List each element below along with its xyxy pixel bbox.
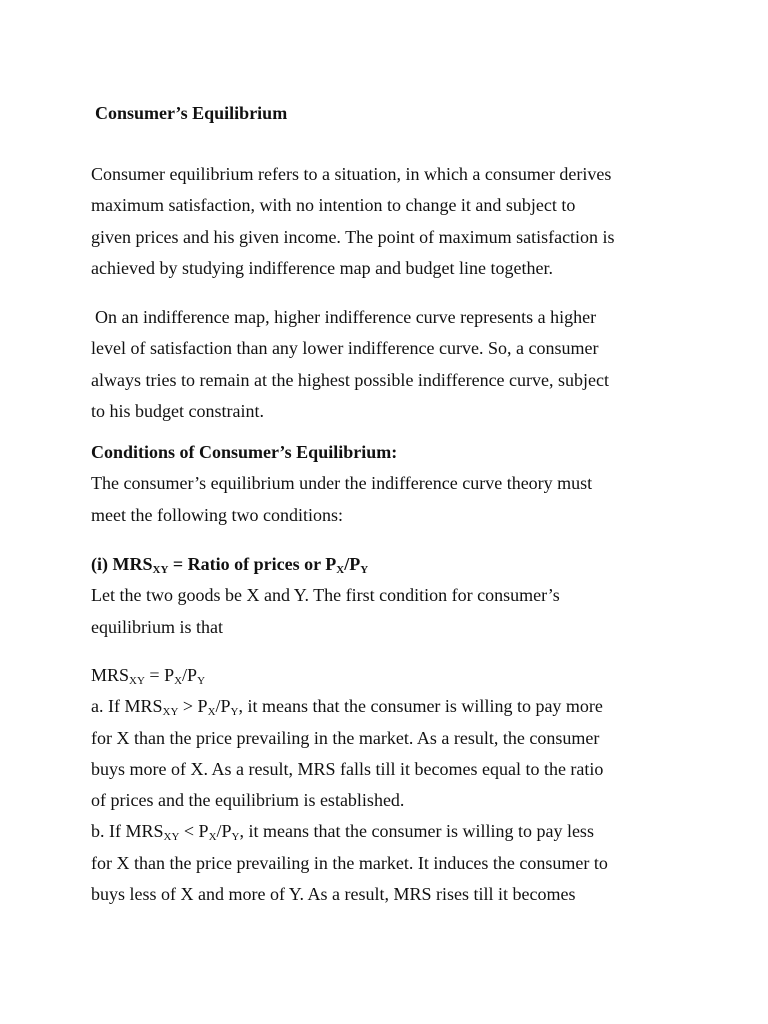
case-a-line: of prices and the equilibrium is established.: [91, 790, 405, 811]
case-b-line: buys less of X and more of Y. As a result, MRS rises till it becomes: [91, 884, 576, 905]
paragraph-line: On an indifference map, higher indifference curve represents a higher: [95, 307, 597, 327]
equilibrium-formula: $MRS_{XY} = P_X/P_Y$: [91, 665, 206, 687]
paragraph-line: always tries to remain at the highest possible indifference curve, subject: [91, 369, 610, 390]
condition-one-text-line: Let the two goods be X and Y. The first condition for consumer’s: [91, 585, 560, 606]
conditions-section: [91, 437, 691, 531]
paragraph-line: given prices and his given income. The point of maximum satisfaction is: [91, 226, 615, 247]
case-b-line: for X than the price prevailing in the market. It induces the consumer to: [91, 852, 608, 873]
paragraph-line: to his budget constraint.: [91, 400, 264, 421]
case-b-first-line: b. If $MRS_{XY} < P_X/P_Y$, it means that the consumer is willing to pay less: [91, 821, 594, 844]
case-a-line: buys more of X. As a result, MRS falls till it becomes equal to the ratio: [91, 758, 604, 779]
condition-one-text-line: equilibrium is that: [91, 616, 223, 637]
conditions-heading: Conditions of Consumer’s Equilibrium:: [91, 442, 398, 462]
page-title: Consumer’s Equilibrium: [95, 103, 288, 123]
paragraph-line: level of satisfaction than any lower indifference curve. So, a consumer: [91, 338, 599, 359]
paragraph-definition: [91, 159, 691, 284]
paragraph-line: achieved by studying indifference map and budget line together.: [91, 257, 554, 278]
case-a-line: for X than the price prevailing in the market. As a result, the consumer: [91, 727, 600, 748]
conditions-intro-line: meet the following two conditions:: [91, 504, 343, 525]
condition-one-heading: (i) $MRS_{XY}$ = Ratio of prices or $P_X/P_Y$: [91, 554, 369, 576]
conditions-intro-line: The consumer’s equilibrium under the indifference curve theory must: [91, 473, 593, 494]
paragraph-line: Consumer equilibrium refers to a situation, in which a consumer derives: [91, 164, 612, 184]
condition-one-section: [91, 549, 691, 643]
case-a-first-line: a. If $MRS_{XY} > P_X/P_Y$, it means that the consumer is willing to pay more: [91, 696, 603, 719]
paragraph-indifference-map: [91, 302, 691, 427]
paragraph-line: maximum satisfaction, with no intention to change it and subject to: [91, 195, 576, 216]
formula-and-cases: [91, 660, 691, 910]
